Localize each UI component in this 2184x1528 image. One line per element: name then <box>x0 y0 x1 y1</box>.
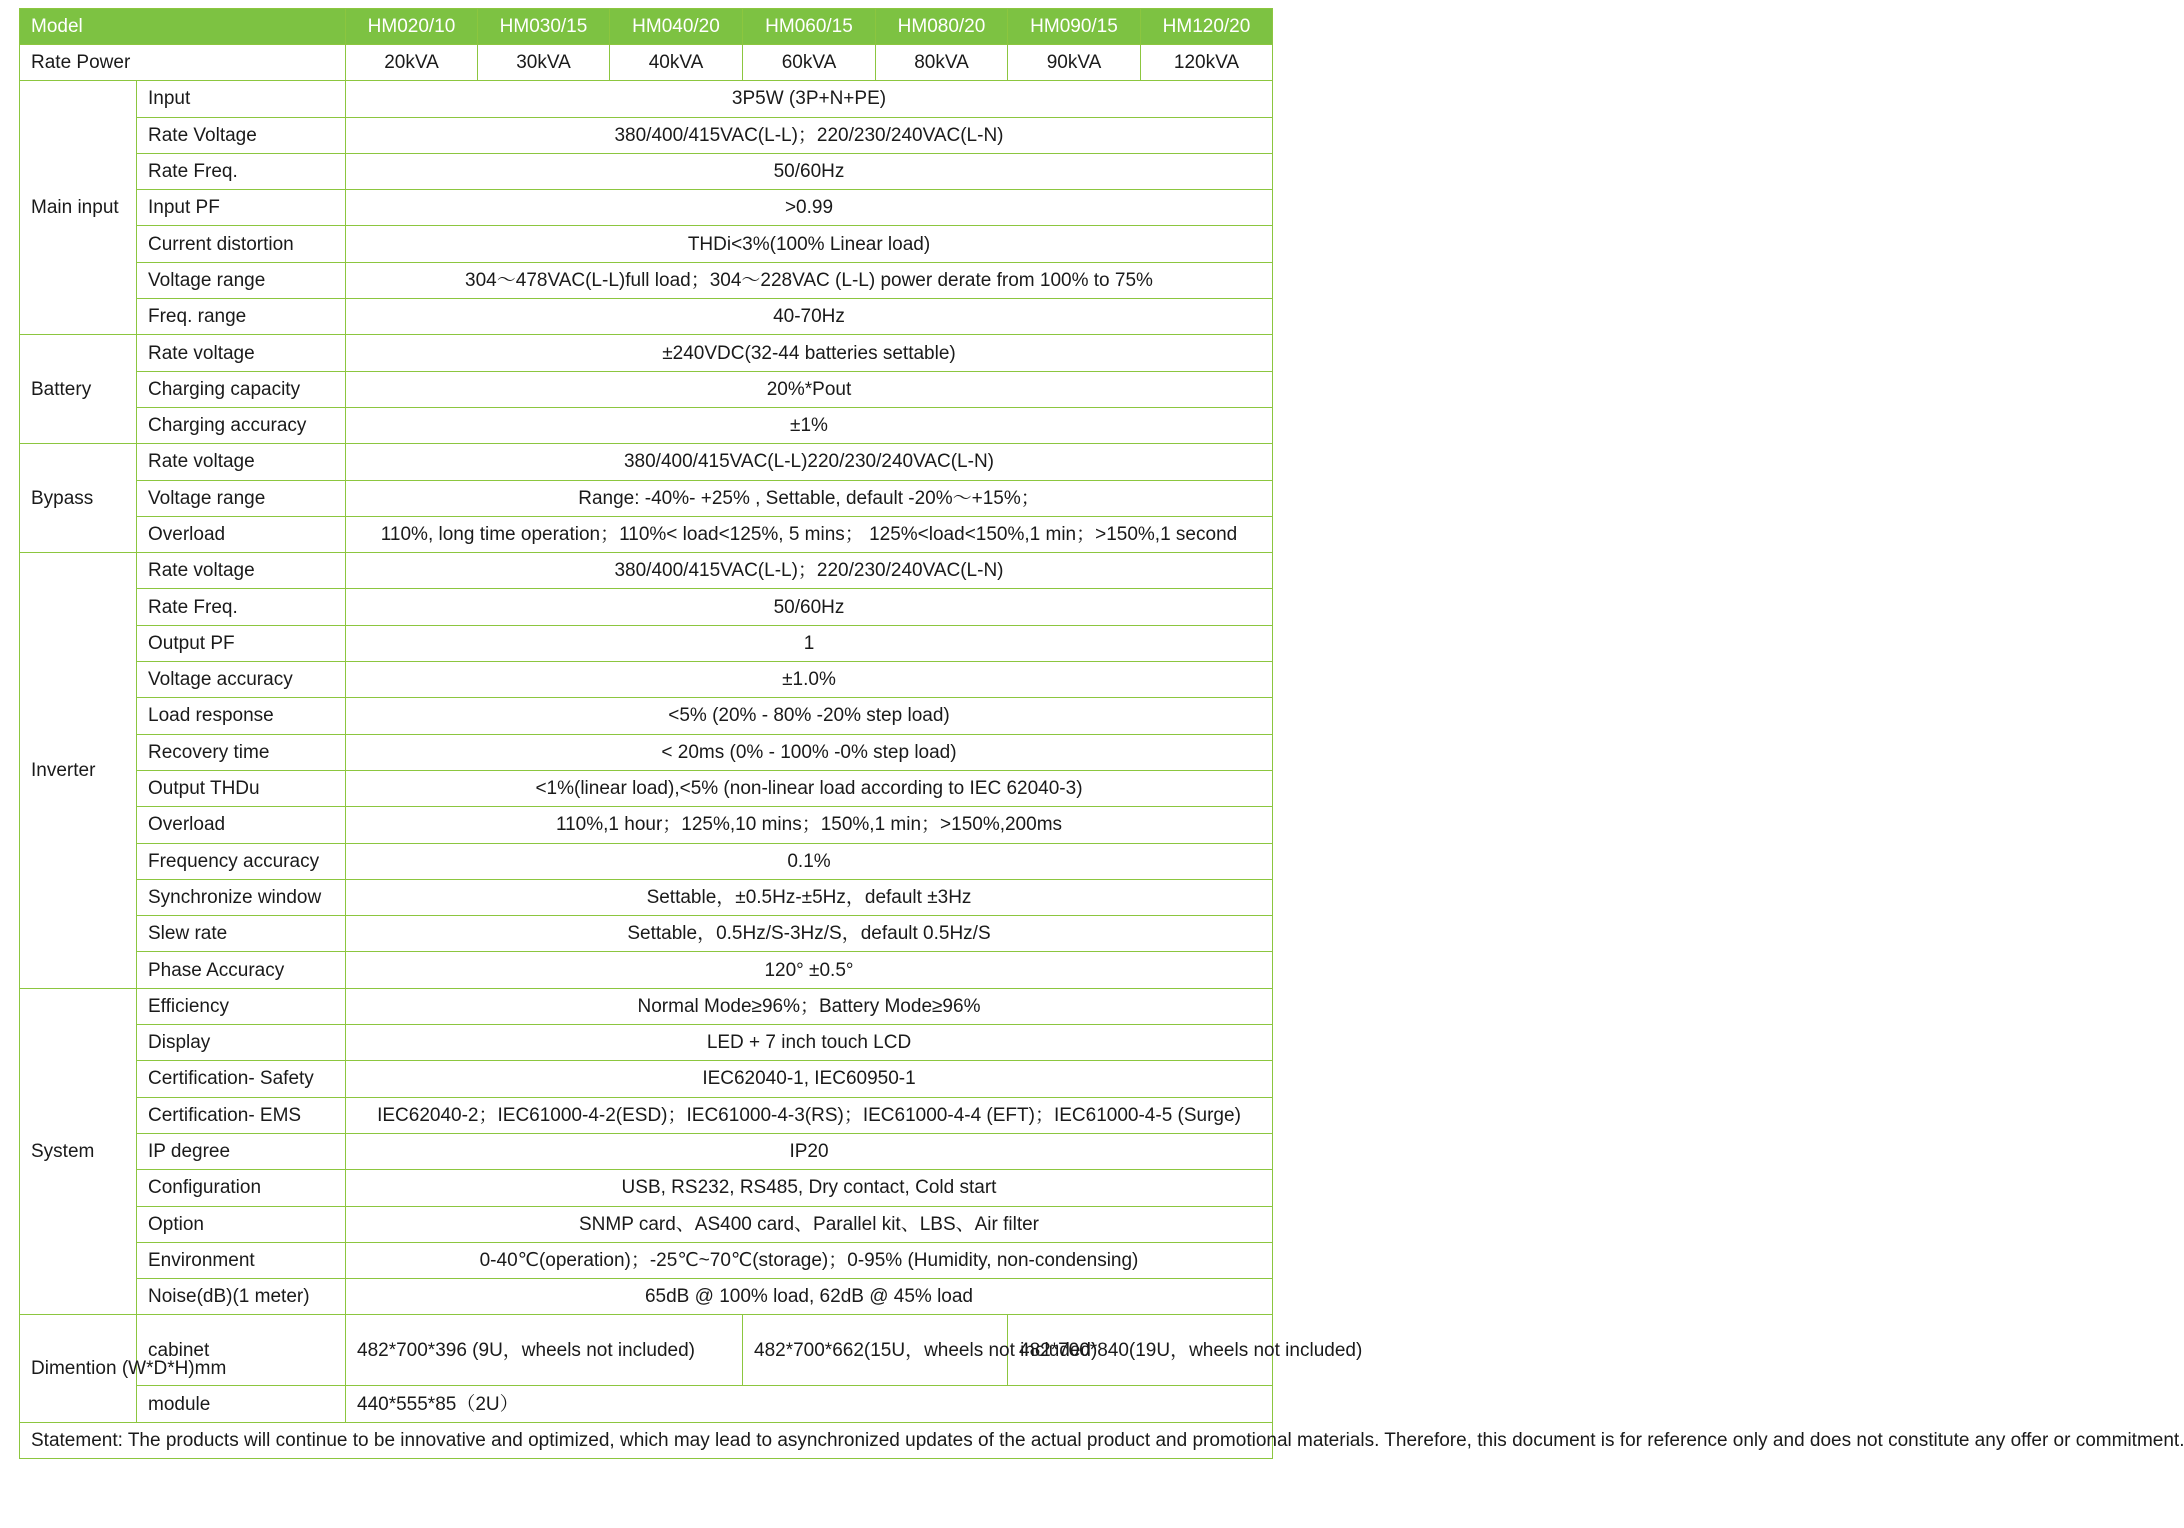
spec-row <box>20 81 1273 117</box>
rate-power-value: 40kVA <box>610 45 743 81</box>
spec-row <box>20 299 1273 335</box>
spec-label: Input PF <box>137 190 346 226</box>
spec-value: 50/60Hz <box>346 589 1273 625</box>
spec-value: IP20 <box>346 1133 1273 1169</box>
cabinet-value-19u: 482*700*840(19U，wheels not included) <box>1008 1315 1273 1386</box>
spec-label: Voltage range <box>137 480 346 516</box>
spec-label: Synchronize window <box>137 879 346 915</box>
model-header-cell: HM040/20 <box>610 9 743 45</box>
cabinet-value-9u: 482*700*396 (9U，wheels not included) <box>346 1315 743 1386</box>
spec-value: ±1% <box>346 407 1273 443</box>
spec-value: USB, RS232, RS485, Dry contact, Cold start <box>346 1170 1273 1206</box>
rate-power-value: 30kVA <box>478 45 610 81</box>
spec-value: Range: -40%- +25% , Settable, default -20%～+15%； <box>346 480 1273 516</box>
spec-value: 110%,1 hour；125%,10 mins；150%,1 min；>150%,200ms <box>346 807 1273 843</box>
dimension-cabinet-row <box>20 1315 1273 1386</box>
rate-power-value: 120kVA <box>1141 45 1273 81</box>
spec-value: THDi<3%(100% Linear load) <box>346 226 1273 262</box>
spec-row <box>20 371 1273 407</box>
spec-row <box>20 335 1273 371</box>
spec-label: Output PF <box>137 625 346 661</box>
spec-label: Slew rate <box>137 916 346 952</box>
rate-power-value: 80kVA <box>876 45 1008 81</box>
spec-row <box>20 1061 1273 1097</box>
spec-row <box>20 879 1273 915</box>
dimension-module-row <box>20 1386 1273 1422</box>
spec-value: 40-70Hz <box>346 299 1273 335</box>
rate-power-value: 90kVA <box>1008 45 1141 81</box>
spec-row <box>20 625 1273 661</box>
spec-label: Configuration <box>137 1170 346 1206</box>
spec-value: 1 <box>346 625 1273 661</box>
spec-row <box>20 734 1273 770</box>
spec-value: 0.1% <box>346 843 1273 879</box>
spec-row <box>20 444 1273 480</box>
spec-row <box>20 190 1273 226</box>
spec-label: Overload <box>137 807 346 843</box>
statement-text: Statement: The products will continue to be innovative and optimized, which may lead to asynchronized updates of the actual product and promotional materials. Therefore, this document is for reference only and does not constitute any offer or commitment. <box>20 1422 1273 1458</box>
spec-value: <5% (20% - 80% -20% step load) <box>346 698 1273 734</box>
spec-label: Input <box>137 81 346 117</box>
spec-table <box>19 8 2184 1459</box>
spec-row <box>20 153 1273 189</box>
model-header-cell: HM080/20 <box>876 9 1008 45</box>
spec-label: Environment <box>137 1242 346 1278</box>
spec-row <box>20 480 1273 516</box>
spec-label: Certification- EMS <box>137 1097 346 1133</box>
model-header-cell: HM020/10 <box>346 9 478 45</box>
spec-row <box>20 1279 1273 1315</box>
spec-label: Rate Freq. <box>137 153 346 189</box>
model-header: Model <box>20 9 346 45</box>
spec-value: 380/400/415VAC(L-L)；220/230/240VAC(L-N) <box>346 117 1273 153</box>
spec-row <box>20 916 1273 952</box>
spec-label: Noise(dB)(1 meter) <box>137 1279 346 1315</box>
group-label: Inverter <box>20 553 137 989</box>
spec-label: Efficiency <box>137 988 346 1024</box>
spec-row <box>20 1206 1273 1242</box>
spec-row <box>20 407 1273 443</box>
spec-value: 304～478VAC(L-L)full load；304～228VAC (L-L) power derate from 100% to 75% <box>346 262 1273 298</box>
spec-label: Option <box>137 1206 346 1242</box>
spec-row <box>20 262 1273 298</box>
cabinet-label: cabinet <box>137 1315 346 1386</box>
header-row <box>20 9 1273 45</box>
spec-label: Voltage accuracy <box>137 662 346 698</box>
model-header-cell: HM090/15 <box>1008 9 1141 45</box>
group-label: Battery <box>20 335 137 444</box>
spec-value: 50/60Hz <box>346 153 1273 189</box>
spec-value: <1%(linear load),<5% (non-linear load according to IEC 62040-3) <box>346 770 1273 806</box>
spec-value: 120° ±0.5° <box>346 952 1273 988</box>
spec-row <box>20 807 1273 843</box>
spec-value: Settable，±0.5Hz-±5Hz，default ±3Hz <box>346 879 1273 915</box>
spec-row <box>20 662 1273 698</box>
spec-label: Current distortion <box>137 226 346 262</box>
spec-row <box>20 1170 1273 1206</box>
rate-power-row <box>20 45 1273 81</box>
spec-row <box>20 589 1273 625</box>
spec-row <box>20 843 1273 879</box>
spec-label: Recovery time <box>137 734 346 770</box>
spec-value: ±1.0% <box>346 662 1273 698</box>
rate-power-value: 20kVA <box>346 45 478 81</box>
spec-value: 3P5W (3P+N+PE) <box>346 81 1273 117</box>
spec-row <box>20 1133 1273 1169</box>
rate-power-value: 60kVA <box>743 45 876 81</box>
spec-row <box>20 1242 1273 1278</box>
dimension-label: Dimention (W*D*H)mm <box>20 1315 137 1422</box>
spec-row <box>20 698 1273 734</box>
spec-row <box>20 516 1273 552</box>
spec-value: ±240VDC(32-44 batteries settable) <box>346 335 1273 371</box>
spec-label: Rate voltage <box>137 444 346 480</box>
spec-row <box>20 1097 1273 1133</box>
spec-value: 65dB @ 100% load, 62dB @ 45% load <box>346 1279 1273 1315</box>
spec-value: 110%, long time operation；110%< load<125%, 5 mins； 125%<load<150%,1 min；>150%,1 second <box>346 516 1273 552</box>
spec-value: IEC62040-2；IEC61000-4-2(ESD)；IEC61000-4-3(RS)；IEC61000-4-4 (EFT)；IEC61000-4-5 (Surge) <box>346 1097 1273 1133</box>
spec-row <box>20 770 1273 806</box>
model-header-cell: HM030/15 <box>478 9 610 45</box>
spec-label: Rate voltage <box>137 553 346 589</box>
spec-value: SNMP card、AS400 card、Parallel kit、LBS、Air filter <box>346 1206 1273 1242</box>
spec-label: Voltage range <box>137 262 346 298</box>
spec-value: LED + 7 inch touch LCD <box>346 1025 1273 1061</box>
spec-label: Rate voltage <box>137 335 346 371</box>
model-header-cell: HM060/15 <box>743 9 876 45</box>
spec-label: Output THDu <box>137 770 346 806</box>
spec-value: 20%*Pout <box>346 371 1273 407</box>
group-label: System <box>20 988 137 1315</box>
spec-label: Frequency accuracy <box>137 843 346 879</box>
spec-row <box>20 226 1273 262</box>
spec-label: IP degree <box>137 1133 346 1169</box>
spec-label: Rate Freq. <box>137 589 346 625</box>
module-label: module <box>137 1386 346 1422</box>
spec-label: Certification- Safety <box>137 1061 346 1097</box>
spec-value: >0.99 <box>346 190 1273 226</box>
group-label: Main input <box>20 81 137 335</box>
spec-label: Overload <box>137 516 346 552</box>
spec-label: Freq. range <box>137 299 346 335</box>
spec-table-body <box>20 9 2184 1459</box>
spec-value: Settable，0.5Hz/S-3Hz/S，default 0.5Hz/S <box>346 916 1273 952</box>
spec-label: Load response <box>137 698 346 734</box>
spec-value: 380/400/415VAC(L-L)220/230/240VAC(L-N) <box>346 444 1273 480</box>
spec-row <box>20 117 1273 153</box>
spec-label: Phase Accuracy <box>137 952 346 988</box>
spec-label: Charging capacity <box>137 371 346 407</box>
rate-power-label: Rate Power <box>20 45 346 81</box>
group-label: Bypass <box>20 444 137 553</box>
spec-label: Rate Voltage <box>137 117 346 153</box>
model-header-cell: HM120/20 <box>1141 9 1273 45</box>
spec-label: Charging accuracy <box>137 407 346 443</box>
spec-value: < 20ms (0% - 100% -0% step load) <box>346 734 1273 770</box>
spec-row <box>20 988 1273 1024</box>
spec-row <box>20 952 1273 988</box>
statement-row <box>20 1422 1273 1458</box>
spec-value: IEC62040-1, IEC60950-1 <box>346 1061 1273 1097</box>
module-value: 440*555*85（2U） <box>346 1386 1273 1422</box>
spec-row <box>20 553 1273 589</box>
spec-row <box>20 1025 1273 1061</box>
cabinet-value-15u: 482*700*662(15U，wheels not included) <box>743 1315 1008 1386</box>
spec-label: Display <box>137 1025 346 1061</box>
spec-value: 380/400/415VAC(L-L)；220/230/240VAC(L-N) <box>346 553 1273 589</box>
spec-value: 0-40℃(operation)；-25℃~70℃(storage)；0-95% (Humidity, non-condensing) <box>346 1242 1273 1278</box>
spec-value: Normal Mode≥96%；Battery Mode≥96% <box>346 988 1273 1024</box>
